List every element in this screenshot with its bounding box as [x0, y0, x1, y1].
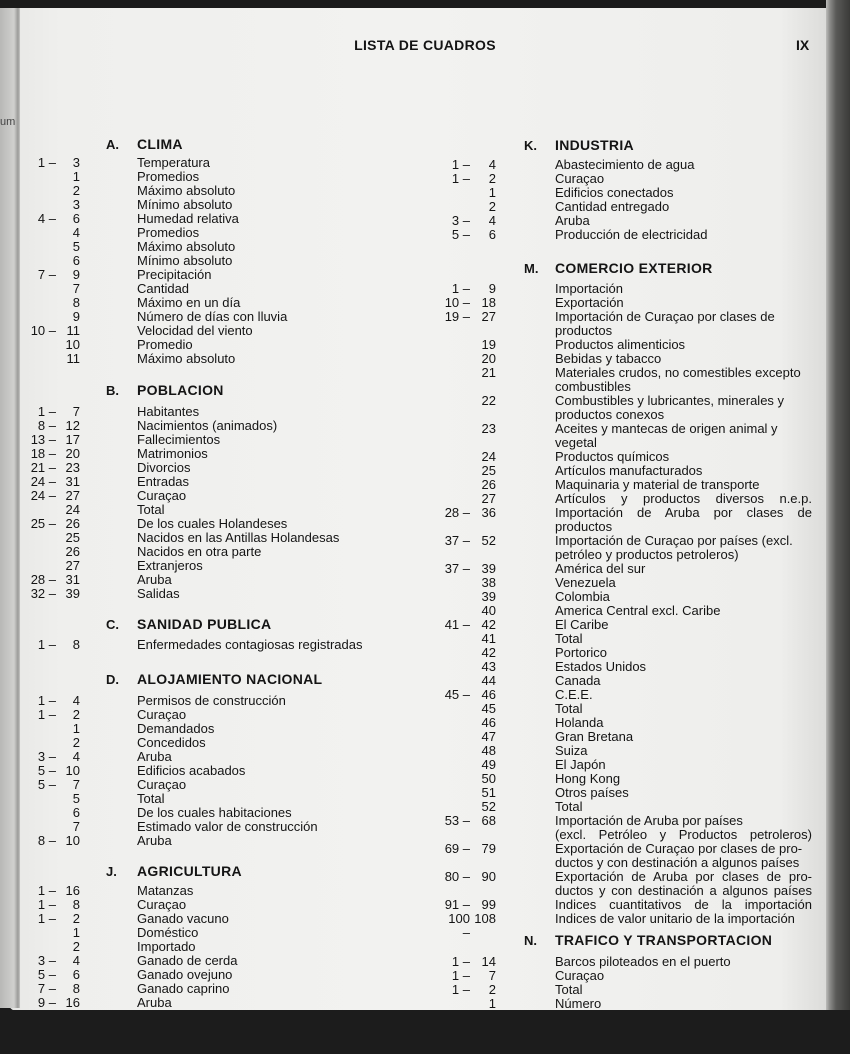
table-number: 11 [66, 351, 80, 366]
toc-entry[interactable]: Nacimientos (animados) [137, 418, 278, 433]
toc-entry[interactable]: Ganado caprino [137, 981, 230, 996]
toc-entry[interactable]: Aceites y mantecas de origen animal y [555, 421, 778, 436]
table-number: 8 [72, 295, 80, 310]
table-range-start: 3 – [37, 953, 56, 968]
table-range-start: 1 – [37, 897, 56, 912]
toc-entry[interactable]: De los cuales habitaciones [137, 805, 292, 820]
toc-entry[interactable]: El Caribe [555, 617, 609, 632]
toc-entry[interactable]: Estados Unidos [555, 659, 647, 674]
toc-entry[interactable]: Ganado de cerda [137, 953, 238, 968]
toc-entry[interactable]: Bebidas y tabacco [555, 351, 662, 366]
section-title: CLIMA [137, 136, 183, 152]
table-number: 24 [65, 502, 80, 517]
section-letter: A. [106, 137, 119, 152]
table-range-start: 8 – [37, 418, 56, 433]
toc-entry[interactable]: Divorcios [137, 460, 191, 475]
table-number: 9 [488, 281, 496, 296]
toc-entry-continuation: ductos y con destinación a algunos países [555, 883, 812, 898]
toc-entry[interactable]: Número de días con lluvia [137, 309, 288, 324]
table-number: 5 [72, 239, 80, 254]
table-range-start: 100 – [448, 911, 470, 940]
section-letter: B. [106, 383, 119, 398]
table-number: 2 [72, 939, 80, 954]
table-range-start: 13 – [30, 432, 56, 447]
toc-entry[interactable]: Curaçao [137, 488, 187, 503]
section-letter: C. [106, 617, 119, 632]
table-range-start: 8 – [37, 833, 56, 848]
toc-entry[interactable]: Artículos manufacturados [555, 463, 703, 478]
table-range-start: 28 – [444, 505, 470, 520]
toc-entry-continuation: vegetal [555, 435, 597, 450]
table-number: 90 [481, 869, 496, 884]
table-range-start: 32 – [30, 586, 56, 601]
section-title: TRAFICO Y TRANSPORTACION [555, 932, 773, 948]
table-number: 50 [481, 771, 496, 786]
table-number: 27 [481, 309, 496, 324]
table-number: 7 [72, 404, 80, 419]
section-title: AGRICULTURA [137, 863, 242, 879]
table-range-start: 45 – [444, 687, 470, 702]
table-number: 1 [488, 185, 496, 200]
table-number: 7 [72, 777, 80, 792]
toc-entry[interactable]: Máximo absoluto [137, 183, 236, 198]
toc-entry[interactable]: Importación de Aruba por países [555, 813, 743, 828]
table-number: 25 [481, 463, 496, 478]
table-number: 2 [488, 171, 496, 186]
facing-page-fragment: um [0, 116, 16, 128]
toc-entry[interactable]: Entradas [137, 474, 190, 489]
toc-entry[interactable]: Portorico [555, 645, 608, 660]
toc-entry[interactable]: Ganado ovejuno [137, 967, 233, 982]
table-number: 27 [481, 491, 496, 506]
table-number: 23 [481, 421, 496, 436]
table-number: 46 [481, 687, 496, 702]
table-number: 1 [72, 925, 80, 940]
table-number: 42 [481, 617, 496, 632]
toc-entry[interactable]: Doméstico [137, 925, 199, 940]
table-number: 2 [488, 982, 496, 997]
section-letter: D. [106, 672, 119, 687]
table-number: 25 [65, 530, 80, 545]
toc-entry[interactable]: Promedios [137, 225, 200, 240]
table-number: 52 [481, 533, 496, 548]
table-number: 6 [488, 227, 496, 242]
table-number: 2 [72, 911, 80, 926]
table-range-start: 41 – [444, 617, 470, 632]
toc-entry[interactable]: Importado [137, 939, 196, 954]
table-range-start: 1 – [451, 982, 470, 997]
table-number: 39 [481, 589, 496, 604]
table-number: 2 [72, 735, 80, 750]
table-number: 9 [72, 267, 80, 282]
toc-entry[interactable]: De los cuales Holandeses [137, 516, 288, 531]
table-number: 6 [72, 253, 80, 268]
page-number: IX [796, 37, 810, 53]
toc-entry-continuation: productos [555, 519, 613, 534]
toc-entry[interactable]: Maquinaria y material de transporte [555, 477, 760, 492]
table-number: 4 [72, 953, 80, 968]
table-range-start: 1 – [451, 968, 470, 983]
table-range-start: 10 – [30, 323, 56, 338]
toc-entry[interactable]: Importación [555, 281, 623, 296]
table-number: 19 [481, 337, 496, 352]
toc-entry[interactable]: Aruba [555, 213, 590, 228]
table-number: 3 [72, 197, 80, 212]
table-number: 39 [65, 586, 80, 601]
table-number: 99 [481, 897, 496, 912]
table-number: 31 [65, 474, 80, 489]
toc-entry-continuation: productos conexos [555, 407, 665, 422]
toc-entry[interactable]: Precipitación [137, 267, 212, 282]
toc-entry[interactable]: Gran Bretana [555, 729, 634, 744]
toc-entry[interactable]: Cantidad entregado [555, 199, 670, 214]
table-number: 31 [65, 572, 80, 587]
table-range-start: 37 – [444, 533, 470, 548]
table-number: 26 [65, 516, 80, 531]
toc-entry[interactable]: Barcos piloteados en el puerto [555, 954, 731, 969]
table-number: 44 [481, 673, 496, 688]
table-number: 3 [72, 155, 80, 170]
table-number: 108 [474, 911, 496, 926]
table-range-start: 5 – [37, 777, 56, 792]
toc-entry[interactable]: Curaçao [137, 777, 187, 792]
toc-entry[interactable]: Aruba [137, 833, 172, 848]
toc-entry[interactable]: Habitantes [137, 404, 200, 419]
table-range-start: 24 – [30, 488, 56, 503]
table-range-start: 91 – [444, 897, 470, 912]
table-range-start: 1 – [451, 171, 470, 186]
toc-entry[interactable]: Total [555, 631, 583, 646]
table-range-start: 7 – [37, 981, 56, 996]
table-range-start: 3 – [451, 213, 470, 228]
toc-entry[interactable]: Aruba [137, 572, 172, 587]
toc-entry[interactable]: Curaçao [137, 707, 187, 722]
table-number: 7 [488, 968, 496, 983]
toc-entry[interactable]: Concedidos [137, 735, 206, 750]
toc-entry[interactable]: America Central excl. Caribe [555, 603, 721, 618]
toc-entry[interactable]: Otros países [555, 785, 629, 800]
table-number: 39 [481, 561, 496, 576]
toc-entry[interactable]: Total [555, 799, 583, 814]
book-gutter [0, 8, 20, 1008]
toc-entry[interactable]: Artículos y productos diversos n.e.p. [555, 491, 812, 506]
table-number: 18 [481, 295, 496, 310]
table-number: 42 [481, 645, 496, 660]
table-range-start: 1 – [37, 155, 56, 170]
toc-entry[interactable]: Extranjeros [137, 558, 203, 573]
table-range-start: 69 – [444, 841, 470, 856]
table-range-start: 1 – [37, 693, 56, 708]
table-number: 16 [65, 883, 80, 898]
toc-entry[interactable]: Promedio [137, 337, 193, 352]
table-range-start: 24 – [30, 474, 56, 489]
toc-entry[interactable]: Enfermedades contagiosas registradas [137, 637, 363, 652]
toc-entry[interactable]: Matanzas [137, 883, 194, 898]
table-number: 17 [65, 432, 80, 447]
table-number: 1 [72, 721, 80, 736]
table-range-start: 3 – [37, 749, 56, 764]
toc-entry[interactable]: Hong Kong [555, 771, 621, 786]
toc-entry[interactable]: Fallecimientos [137, 432, 221, 447]
toc-entry[interactable]: Máximo absoluto [137, 351, 236, 366]
toc-entry-continuation: combustibles [555, 379, 631, 394]
table-number: 4 [72, 225, 80, 240]
table-number: 4 [488, 157, 496, 172]
table-range-start: 1 – [37, 911, 56, 926]
table-number: 49 [481, 757, 496, 772]
table-range-start: 4 – [37, 211, 56, 226]
toc-entry[interactable]: Número [555, 996, 602, 1011]
section-title: INDUSTRIA [555, 137, 634, 153]
table-number: 8 [72, 897, 80, 912]
table-number: 8 [72, 981, 80, 996]
toc-entry[interactable]: Total [137, 502, 165, 517]
section-letter: N. [524, 933, 537, 948]
page-edge [826, 0, 850, 1054]
table-number: 21 [481, 365, 496, 380]
table-range-start: 1 – [37, 637, 56, 652]
toc-entry[interactable]: Demandados [137, 721, 215, 736]
table-range-start: 9 – [37, 995, 56, 1010]
toc-entry[interactable]: Curaçao [555, 171, 605, 186]
toc-entry[interactable]: Edificios acabados [137, 763, 246, 778]
table-range-start: 37 – [444, 561, 470, 576]
table-range-start: 1 – [451, 157, 470, 172]
toc-entry[interactable]: Productos alimenticios [555, 337, 686, 352]
toc-entry[interactable]: Ganado vacuno [137, 911, 229, 926]
table-number: 24 [481, 449, 496, 464]
toc-entry[interactable]: América del sur [555, 561, 646, 576]
table-number: 2 [488, 199, 496, 214]
table-range-start: 18 – [30, 446, 56, 461]
table-number: 5 [72, 791, 80, 806]
toc-entry[interactable]: Promedios [137, 169, 200, 184]
toc-entry[interactable]: El Japón [555, 757, 606, 772]
toc-entry[interactable]: Máximo en un día [137, 295, 241, 310]
toc-entry[interactable]: C.E.E. [555, 687, 593, 702]
toc-entry[interactable]: Edificios conectados [555, 185, 674, 200]
table-number: 41 [481, 631, 496, 646]
scan-background [0, 1010, 850, 1054]
table-range-start: 80 – [444, 869, 470, 884]
table-number: 23 [65, 460, 80, 475]
table-number: 38 [481, 575, 496, 590]
table-number: 7 [72, 819, 80, 834]
table-range-start: 1 – [37, 707, 56, 722]
section-title: ALOJAMIENTO NACIONAL [137, 671, 323, 687]
section-title: SANIDAD PUBLICA [137, 616, 272, 632]
toc-entry[interactable]: Productos químicos [555, 449, 670, 464]
section-title: POBLACION [137, 382, 224, 398]
table-number: 43 [481, 659, 496, 674]
table-number: 16 [65, 995, 80, 1010]
toc-entry[interactable]: Curaçao [137, 897, 187, 912]
table-number: 10 [65, 337, 80, 352]
table-number: 2 [72, 707, 80, 722]
table-number: 9 [72, 309, 80, 324]
toc-entry[interactable]: Indices cuantitativos de la importación [555, 897, 812, 912]
section-title: COMERCIO EXTERIOR [555, 260, 713, 276]
toc-entry-continuation: productos [555, 323, 613, 338]
toc-entry[interactable]: Mínimo absoluto [137, 253, 233, 268]
toc-entry[interactable]: Venezuela [555, 575, 616, 590]
toc-entry-continuation: ductos y con destinación a algunos países [555, 855, 800, 870]
table-number: 51 [481, 785, 496, 800]
table-number: 40 [481, 603, 496, 618]
table-number: 68 [481, 813, 496, 828]
toc-entry-continuation: petróleo y productos petroleros) [555, 547, 739, 562]
toc-entry[interactable]: Curaçao [555, 968, 605, 983]
toc-entry[interactable]: Cantidad [137, 281, 190, 296]
section-letter: J. [106, 864, 117, 879]
table-number: 8 [72, 637, 80, 652]
table-number: 27 [65, 558, 80, 573]
table-number: 11 [66, 323, 80, 338]
toc-entry[interactable]: Exportación [555, 295, 624, 310]
table-range-start: 10 – [444, 295, 470, 310]
toc-entry[interactable]: Importación de Curaçao por países (excl. [555, 533, 793, 548]
toc-entry[interactable]: Colombia [555, 589, 610, 604]
table-range-start: 28 – [30, 572, 56, 587]
table-number: 20 [481, 351, 496, 366]
toc-entry[interactable]: Estimado valor de construcción [137, 819, 318, 834]
table-number: 27 [65, 488, 80, 503]
table-number: 26 [65, 544, 80, 559]
table-number: 6 [72, 805, 80, 820]
toc-entry[interactable]: Canada [555, 673, 601, 688]
toc-entry[interactable]: Importación de Curaçao por clases de [555, 309, 775, 324]
table-number: 20 [65, 446, 80, 461]
table-range-start: 1 – [451, 281, 470, 296]
table-number: 4 [488, 213, 496, 228]
toc-entry[interactable]: Temperatura [137, 155, 210, 170]
toc-entry[interactable]: Velocidad del viento [137, 323, 253, 338]
table-number: 4 [72, 693, 80, 708]
toc-entry[interactable]: Nacidos en otra parte [137, 544, 262, 559]
toc-entry[interactable]: Total [555, 701, 583, 716]
toc-entry[interactable]: Suiza [555, 743, 588, 758]
table-number: 1 [488, 996, 496, 1011]
toc-entry[interactable]: Salidas [137, 586, 180, 601]
table-number: 2 [72, 183, 80, 198]
toc-entry[interactable]: Humedad relativa [137, 211, 239, 226]
table-range-start: 5 – [37, 763, 56, 778]
table-number: 1 [72, 169, 80, 184]
toc-entry[interactable]: Abastecimiento de agua [555, 157, 695, 172]
running-head-title: LISTA DE CUADROS [354, 37, 496, 53]
table-range-start: 5 – [37, 967, 56, 982]
table-number: 12 [65, 418, 80, 433]
table-number: 26 [481, 477, 496, 492]
toc-entry[interactable]: Holanda [555, 715, 604, 730]
section-letter: K. [524, 138, 537, 153]
table-number: 22 [481, 393, 496, 408]
table-range-start: 1 – [37, 883, 56, 898]
toc-entry[interactable]: Mínimo absoluto [137, 197, 233, 212]
table-number: 10 [65, 833, 80, 848]
table-number: 46 [481, 715, 496, 730]
table-number: 10 [65, 763, 80, 778]
toc-entry[interactable]: Importación de Aruba por clases de [555, 505, 812, 520]
table-range-start: 5 – [451, 227, 470, 242]
table-number: 14 [481, 954, 496, 969]
toc-entry-continuation: (excl. Petróleo y Productos petroleros) [555, 827, 812, 842]
toc-entry[interactable]: Combustibles y lubricantes, minerales y [555, 393, 785, 408]
toc-entry[interactable]: Total [137, 791, 165, 806]
table-range-start: 21 – [30, 460, 56, 475]
table-range-start: 19 – [444, 309, 470, 324]
table-number: 47 [481, 729, 496, 744]
toc-entry[interactable]: Materiales crudos, no comestibles excepto [555, 365, 801, 380]
toc-entry[interactable]: Total [555, 982, 583, 997]
toc-entry[interactable]: Aruba [137, 995, 172, 1010]
toc-entry[interactable]: Producción de electricidad [555, 227, 708, 242]
table-number: 6 [72, 211, 80, 226]
toc-entry[interactable]: Matrimonios [137, 446, 208, 461]
toc-entry[interactable]: Máximo absoluto [137, 239, 236, 254]
table-number: 36 [481, 505, 496, 520]
toc-entry[interactable]: Aruba [137, 749, 172, 764]
toc-entry[interactable]: Exportación de Aruba por clases de pro- [555, 869, 812, 884]
table-range-start: 7 – [37, 267, 56, 282]
table-number: 6 [72, 967, 80, 982]
table-number: 52 [481, 799, 496, 814]
toc-entry[interactable]: Indices de valor unitario de la importación [555, 911, 795, 926]
table-range-start: 1 – [451, 954, 470, 969]
section-letter: M. [524, 261, 539, 276]
table-range-start: 25 – [30, 516, 56, 531]
table-range-start: 1 – [37, 404, 56, 419]
toc-entry[interactable]: Permisos de construcción [137, 693, 286, 708]
toc-entry[interactable]: Nacidos en las Antillas Holandesas [137, 530, 340, 545]
table-number: 48 [481, 743, 496, 758]
toc-entry[interactable]: Exportación de Curaçao por clases de pro- [555, 841, 803, 856]
table-number: 4 [72, 749, 80, 764]
table-range-start: 53 – [444, 813, 470, 828]
table-number: 79 [481, 841, 496, 856]
table-number: 45 [481, 701, 496, 716]
table-number: 7 [72, 281, 80, 296]
